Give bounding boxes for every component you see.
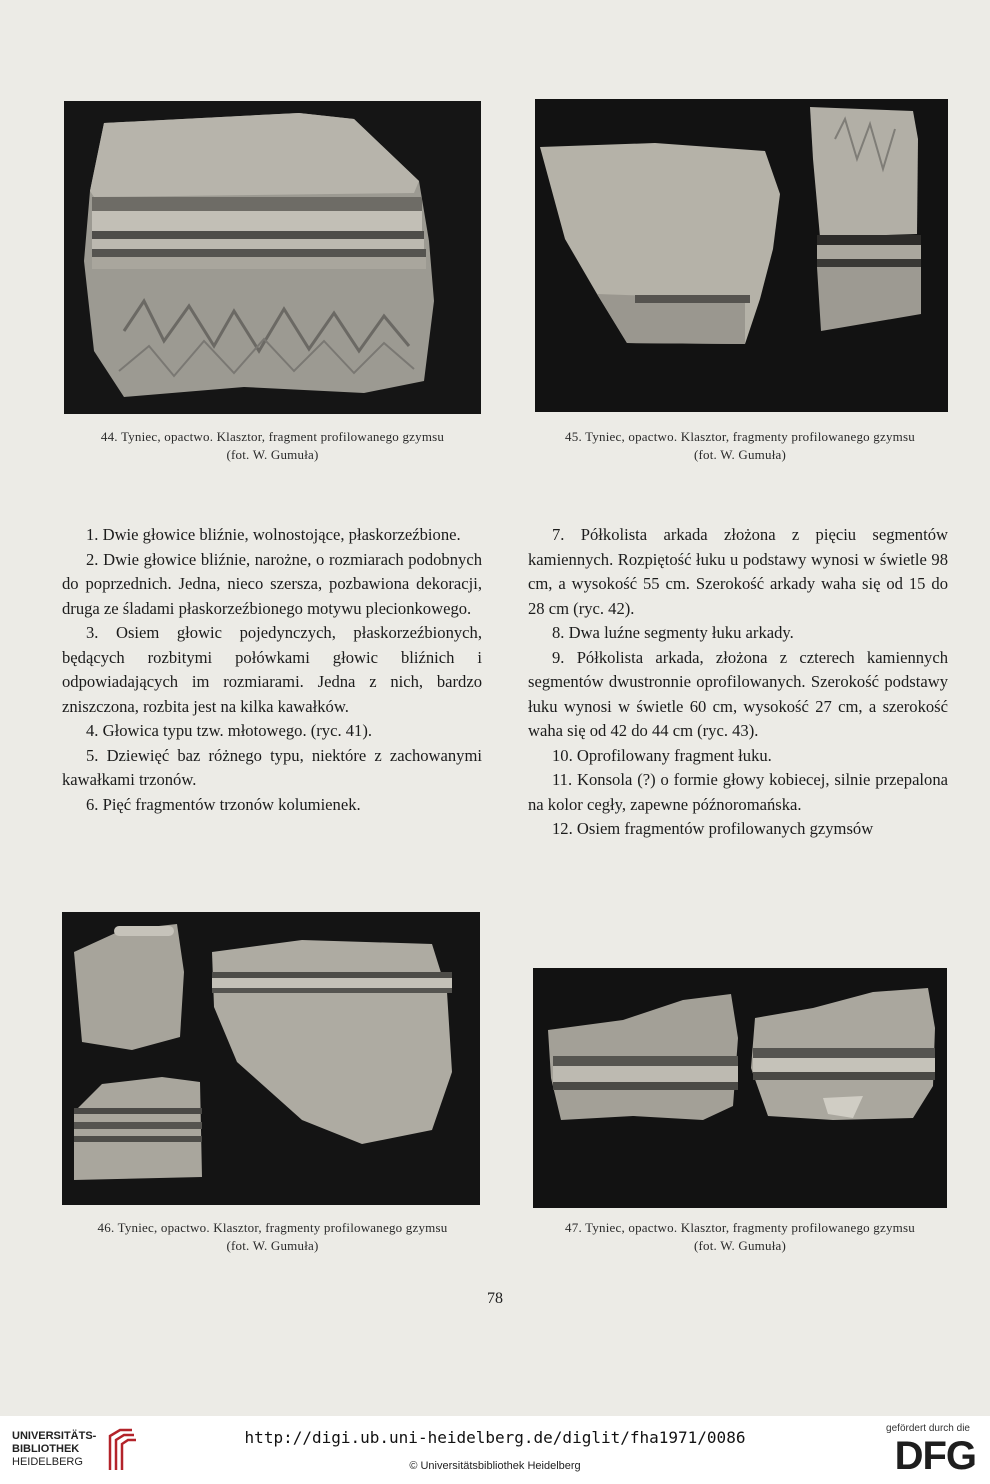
funded-by-label: gefördert durch die bbox=[886, 1423, 970, 1434]
left-text-column bbox=[62, 523, 482, 817]
list-item: 1. Dwie głowice bliźnie, wolnostojące, płaskorzeźbione. bbox=[86, 525, 461, 544]
list-item: 12. Osiem fragmentów profilowanych gzymsów bbox=[552, 819, 874, 838]
figure-45-photo bbox=[535, 99, 948, 412]
right-text-column bbox=[528, 523, 948, 842]
figure-45-caption-text: 45. Tyniec, opactwo. Klasztor, fragmenty profilowanego gzymsu bbox=[565, 429, 915, 444]
figure-45-caption bbox=[505, 428, 975, 464]
stone-fragments-47 bbox=[533, 968, 947, 1208]
copyright-notice: © Universitätsbibliothek Heidelberg bbox=[409, 1460, 581, 1472]
stone-fragment-44 bbox=[64, 101, 481, 414]
library-name-line2: BIBLIOTHEK bbox=[12, 1443, 80, 1455]
list-item: 5. Dziewięć baz różnego typu, niektóre z zachowanymi kawałkami trzonów. bbox=[62, 745, 482, 789]
figure-45-credit: (fot. W. Gumuła) bbox=[693, 447, 787, 462]
figure-44-caption-text: 44. Tyniec, opactwo. Klasztor, fragment profilowanego gzymsu bbox=[100, 429, 445, 444]
library-name-line3: HEIDELBERG bbox=[12, 1456, 83, 1468]
figure-46-credit: (fot. W. Gumuła) bbox=[226, 1238, 319, 1253]
figure-46-caption bbox=[40, 1219, 505, 1255]
figure-47-caption bbox=[505, 1219, 975, 1255]
figure-46-caption-text: 46. Tyniec, opactwo. Klasztor, fragmenty profilowanego gzymsu bbox=[97, 1220, 448, 1235]
figure-47-caption-text: 47. Tyniec, opactwo. Klasztor, fragmenty profilowanego gzymsu bbox=[565, 1220, 915, 1235]
figure-44-credit: (fot. W. Gumuła) bbox=[226, 447, 319, 462]
list-item: 9. Półkolista arkada, złożona z czterech kamiennych segmentów dwustronnie oprofilowanych. Szerokość podstawy łuku wynosi w świetle 60 cm, wysokość 27 cm, a szerokość waha się od 42 do 44 cm (ryc. 43). bbox=[528, 647, 948, 740]
page-number: 78 bbox=[487, 1290, 503, 1307]
figure-47-photo bbox=[533, 968, 947, 1208]
footer-bar bbox=[0, 1416, 990, 1484]
figure-44-caption bbox=[40, 428, 505, 464]
list-item: 6. Pięć fragmentów trzonów kolumienek. bbox=[86, 794, 361, 814]
list-item: 10. Oprofilowany fragment łuku. bbox=[552, 745, 772, 765]
dfg-logo[interactable]: DFG bbox=[894, 1434, 976, 1478]
library-name-line1: UNIVERSITÄTS- bbox=[12, 1430, 97, 1442]
list-item: 8. Dwa luźne segmenty łuku arkady. bbox=[552, 623, 794, 642]
figure-47-credit: (fot. W. Gumuła) bbox=[693, 1238, 787, 1253]
list-item: 3. Osiem głowic pojedynczych, płaskorzeźbionych, będących rozbitymi połówkami głowic bliźnich i odpowiadających im rozmiarami. Jedna z nich, bardzo zniszczona, rozbita jest na kilka kawałków. bbox=[62, 623, 482, 716]
permalink-url[interactable]: http://digi.ub.uni-heidelberg.de/diglit/fha1971/0086 bbox=[244, 1428, 746, 1447]
list-item: 2. Dwie głowice bliźnie, narożne, o rozmiarach podobnych do poprzednich. Jedna, nieco szersza, pozbawiona dekoracji, druga ze śladami płaskorzeźbionego motywu plecionkowego. bbox=[62, 549, 482, 618]
figure-44-photo bbox=[64, 101, 481, 414]
list-item: 7. Półkolista arkada złożona z pięciu segmentów kamiennych. Rozpiętość łuku u podstawy wynosi w świetle 98 cm, a wysokość 55 cm. Szerokość arkady waha się od 15 do 28 cm (ryc. 42). bbox=[528, 525, 948, 618]
list-item: 4. Głowica typu tzw. młotowego. (ryc. 41). bbox=[86, 721, 373, 740]
stone-fragments-45 bbox=[535, 99, 948, 412]
list-item: 11. Konsola (?) o formie głowy kobiecej, silnie przepalona na kolor cegły, zapewne późnoromańska. bbox=[528, 770, 948, 814]
stone-fragments-46 bbox=[62, 912, 480, 1205]
figure-46-photo bbox=[62, 912, 480, 1205]
